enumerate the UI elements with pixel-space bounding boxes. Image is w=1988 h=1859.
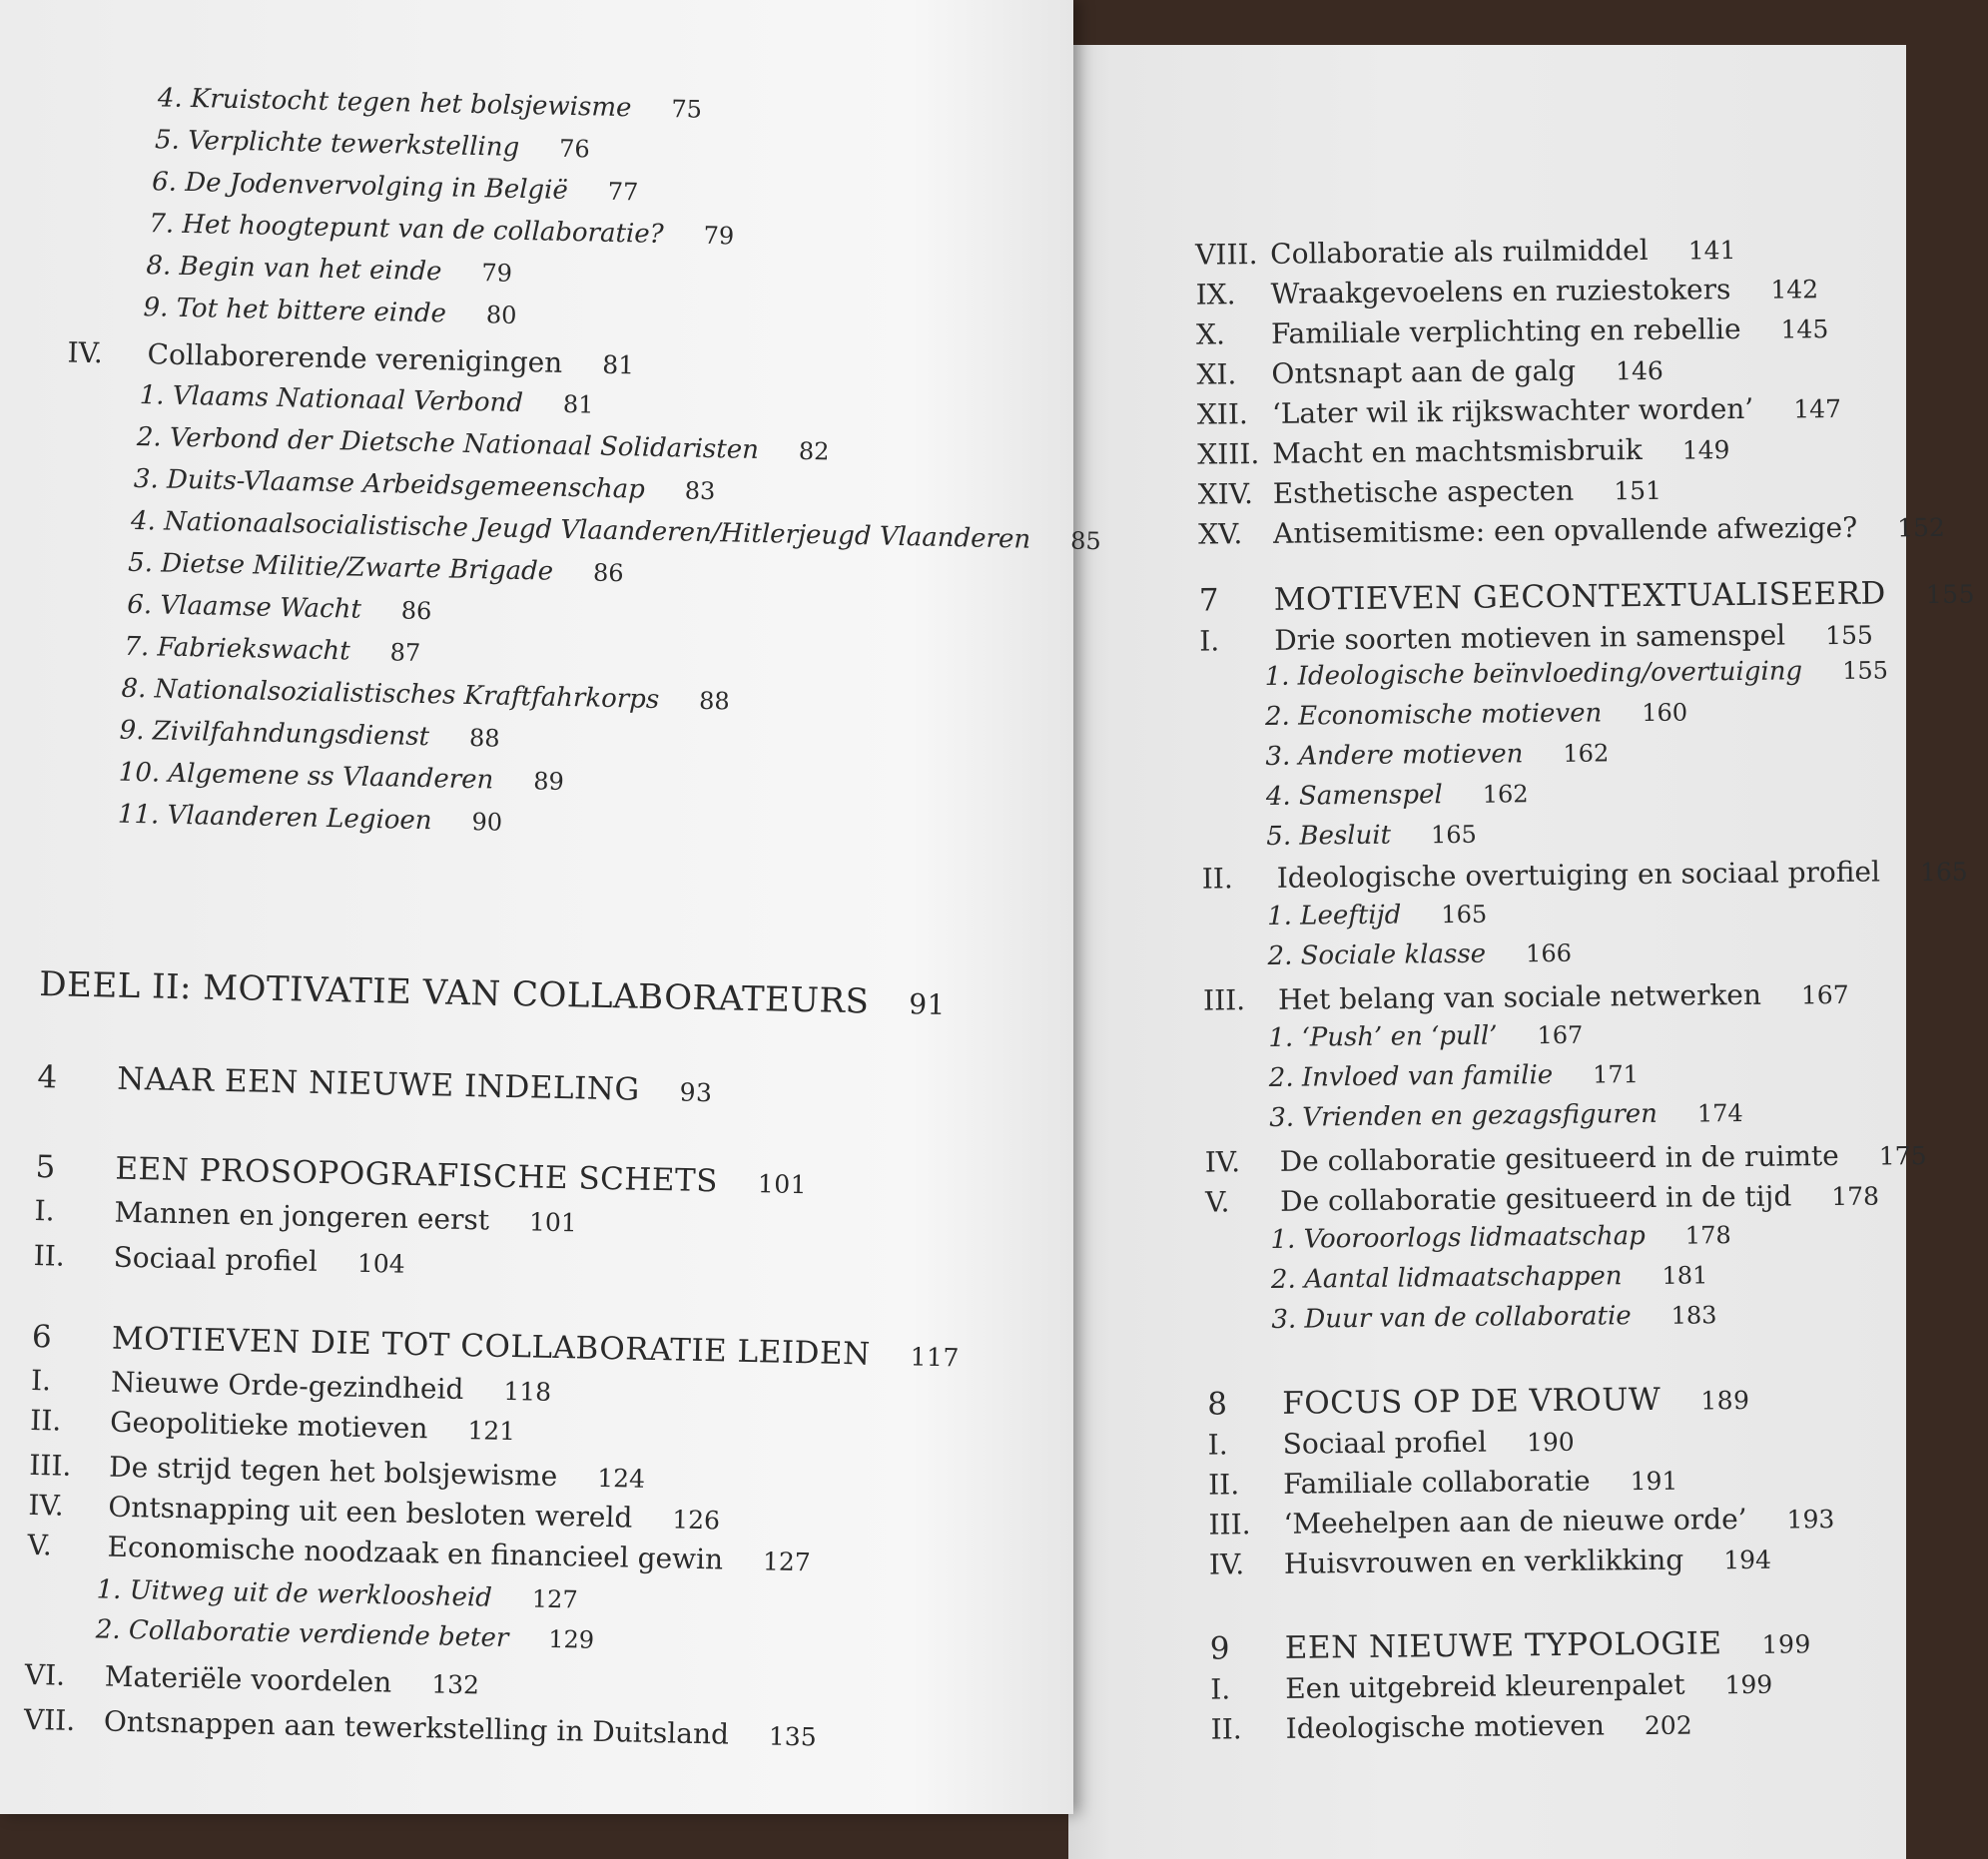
section-number: XIV.	[1197, 477, 1254, 511]
toc-entry-chapter	[37, 1059, 713, 1109]
toc-entry-sub	[128, 548, 624, 588]
section-number: XI.	[1196, 357, 1237, 391]
section-number: III.	[28, 1448, 72, 1483]
toc-entry-section	[25, 1658, 480, 1701]
entry-title: 1. Leeftijd	[1266, 900, 1402, 931]
page-number: 175	[1878, 1141, 1927, 1171]
page-number: 149	[1681, 435, 1730, 465]
toc-entry-sub	[96, 1614, 595, 1654]
entry-title: 1. Vooroorlogs lidmaatschap	[1270, 1221, 1647, 1255]
section-number: VIII.	[1195, 238, 1258, 272]
page-number: 76	[558, 134, 590, 164]
entry-title: Materiële voordelen	[104, 1659, 392, 1699]
entry-title: Wraakgevoelens en ruziestokers	[1270, 273, 1731, 310]
toc-entry-sub	[118, 800, 503, 838]
entry-title: De collaboratie gesitueerd in de ruimte	[1279, 1138, 1839, 1178]
toc-entry-sub	[119, 716, 499, 754]
toc-entry-sub	[96, 1574, 578, 1614]
entry-title: 7. Het hoogtepunt van de collaboratie?	[149, 209, 664, 250]
page-number: 132	[430, 1669, 480, 1700]
entry-title: 2. Invloed van familie	[1268, 1059, 1554, 1093]
page-number: 155	[1825, 620, 1874, 651]
toc-entry-section	[1195, 233, 1736, 272]
page-number: 193	[1786, 1505, 1835, 1535]
toc-entry-section	[1208, 1425, 1575, 1462]
toc-entry-section	[27, 1529, 811, 1577]
toc-entry-sub	[1269, 1059, 1639, 1093]
toc-entry-sub	[1266, 779, 1529, 812]
entry-title: Familiale verplichting en rebellie	[1270, 311, 1741, 350]
entry-title: Ideologische motieven	[1285, 1708, 1606, 1745]
toc-entry-sub	[1271, 1260, 1708, 1295]
entry-title: MOTIEVEN GECONTEXTUALISEERD	[1273, 575, 1886, 618]
entry-title: Macht en machtsmisbruik	[1272, 433, 1643, 470]
entry-title: NAAR EEN NIEUWE INDELING	[117, 1060, 641, 1108]
toc-entry-section	[29, 1449, 645, 1495]
page-number: 165	[1430, 820, 1477, 850]
page-number: 165	[1919, 857, 1968, 888]
entry-title: 2. Aantal lidmaatschappen	[1270, 1261, 1623, 1295]
page-number: 145	[1780, 314, 1829, 344]
entry-title: 5. Verplichte tewerkstelling	[154, 125, 520, 163]
toc-entry-sub	[127, 590, 432, 626]
entry-title: 9. Tot het bittere einde	[143, 293, 447, 329]
toc-entry-sub	[1266, 820, 1477, 852]
entry-title: Mannen en jongeren eerst	[114, 1195, 490, 1237]
entry-title: De collaboratie gesitueerd in de tijd	[1279, 1179, 1792, 1218]
toc-entry-section	[1203, 977, 1849, 1017]
toc-entry-sub	[143, 293, 516, 330]
entry-title: EEN NIEUWE TYPOLOGIE	[1284, 1625, 1722, 1666]
toc-entry-sub	[121, 674, 730, 717]
entry-title: Ontsnapping uit een besloten wereld	[108, 1490, 633, 1535]
toc-entry-section	[1195, 272, 1818, 311]
page-number: 83	[684, 476, 716, 506]
entry-title: 3. Vrienden en gezagsfiguren	[1269, 1098, 1658, 1133]
entry-title: 10. Algemene ss Vlaanderen	[118, 757, 494, 796]
page-number: 127	[531, 1584, 578, 1614]
page-number: 124	[596, 1463, 646, 1494]
page-number: 167	[1800, 979, 1849, 1010]
section-number: II.	[33, 1238, 66, 1273]
toc-entry-sub	[134, 464, 716, 506]
entry-title: 4. Kruistocht tegen het bolsjewisme	[157, 83, 632, 124]
page-number: 117	[910, 1342, 961, 1373]
entry-title: 9. Zivilfahndungsdienst	[119, 715, 430, 753]
section-number: I.	[1207, 1428, 1228, 1462]
entry-title: Ontsnappen aan tewerkstelling in Duitsland	[103, 1704, 730, 1751]
entry-title: 3. Duur van de collaboratie	[1271, 1301, 1632, 1335]
page-number: 88	[698, 686, 731, 716]
entry-title: 7. Fabriekswacht	[124, 631, 350, 667]
section-number: I.	[1199, 624, 1220, 658]
page-number: 146	[1615, 355, 1663, 386]
page-number: 90	[471, 808, 503, 837]
toc-entry-sub	[152, 167, 639, 207]
entry-title: Drie soorten motieven in samenspel	[1274, 618, 1786, 657]
section-number: VI.	[24, 1657, 66, 1692]
page-number: 101	[528, 1207, 578, 1238]
entry-title: 4. Nationaalsocialistische Jeugd Vlaanderen/Hitlerjeugd Vlaanderen	[130, 505, 1031, 555]
toc-entry-section	[1197, 391, 1841, 431]
toc-entry-sub	[146, 251, 512, 289]
page-number: 80	[485, 301, 517, 329]
toc-entry-sub	[1264, 655, 1888, 692]
entry-title: 3. Andere motieven	[1265, 739, 1524, 772]
page-number: 142	[1770, 275, 1819, 305]
entry-title: MOTIEVEN DIE TOT COLLABORATIE LEIDEN	[111, 1320, 872, 1373]
toc-entry-sub	[1269, 1098, 1743, 1133]
entry-title: Collaborerende verenigingen	[147, 337, 563, 379]
section-number: VII.	[23, 1702, 76, 1737]
section-number: II.	[1201, 862, 1233, 896]
page-number: 151	[1614, 475, 1662, 506]
entry-title: 2. Sociale klasse	[1267, 938, 1487, 971]
entry-title: De strijd tegen het bolsjewisme	[108, 1450, 558, 1494]
entry-title: EEN PROSOPOGRAFISCHE SCHETS	[115, 1150, 719, 1200]
toc-entry-sub	[158, 83, 703, 124]
section-number: III.	[1208, 1508, 1251, 1542]
entry-title: 5. Dietse Militie/Zwarte Brigade	[127, 547, 554, 587]
toc-entry-section	[28, 1489, 720, 1537]
entry-title: Antisemitisme: een opvallende afwezige?	[1272, 510, 1858, 550]
section-number: XIII.	[1197, 437, 1260, 471]
toc-entry-section	[1196, 353, 1663, 391]
toc-entry-sub	[1265, 738, 1609, 772]
page-number: 93	[679, 1077, 713, 1108]
toc-entry-sub	[149, 209, 734, 251]
toc-entry-section	[1210, 1667, 1772, 1706]
toc-entry-section	[1211, 1708, 1692, 1746]
page-number: 85	[1069, 526, 1101, 556]
section-number: V.	[27, 1528, 53, 1562]
page-number: 147	[1793, 393, 1842, 424]
toc-entry-section	[24, 1703, 817, 1753]
page-number: 152	[1896, 512, 1946, 543]
page-number: 89	[533, 767, 565, 796]
toc-entry-sub	[1267, 938, 1572, 971]
toc-entry-section	[67, 335, 634, 380]
page-number: 118	[503, 1376, 552, 1407]
toc-entry-section	[1198, 473, 1662, 511]
toc-entry-sub	[1268, 1020, 1583, 1053]
page-number: 162	[1563, 739, 1610, 768]
page-number: 104	[356, 1248, 405, 1279]
entry-title: 6. De Jodenvervolging in België	[151, 167, 569, 206]
page-number: 82	[798, 436, 830, 466]
toc-entry-sub	[1267, 900, 1487, 931]
toc-entry-sub	[1265, 698, 1687, 732]
toc-entry-section	[33, 1239, 405, 1280]
page-number: 81	[601, 349, 635, 380]
section-number: V.	[1204, 1185, 1230, 1219]
page-number: 87	[389, 638, 421, 667]
entry-title: 6. Vlaamse Wacht	[127, 589, 362, 625]
page-number: 141	[1687, 236, 1736, 266]
toc-entry-sub	[131, 506, 1101, 556]
entry-title: 1. ‘Push’ en ‘pull’	[1268, 1020, 1498, 1053]
toc-entry-section	[1205, 1138, 1927, 1179]
page-number: 127	[762, 1547, 812, 1577]
page-number: 199	[1761, 1629, 1811, 1659]
section-number: I.	[1210, 1672, 1231, 1706]
toc-entry-section	[1198, 510, 1945, 551]
section-number: IV.	[28, 1488, 65, 1523]
right-page	[1068, 45, 1976, 1859]
entry-title: Economische noodzaak en financieel gewin	[107, 1530, 724, 1576]
toc-entry-chapter	[1199, 575, 1976, 619]
entry-title: 8. Begin van het einde	[146, 251, 442, 288]
page-number: 129	[548, 1624, 595, 1654]
entry-title: 5. Besluit	[1266, 820, 1392, 852]
chapter-number: 6	[31, 1318, 53, 1356]
toc-entry-sub	[155, 125, 590, 164]
entry-title: 2. Economische motieven	[1264, 698, 1603, 732]
section-number: IV.	[1204, 1145, 1241, 1179]
entry-title: 1. Vlaams Nationaal Verbond	[139, 380, 524, 419]
entry-title: 2. Verbond der Dietsche Nationaal Solidaristen	[136, 421, 760, 466]
entry-title: 2. Collaboratie verdiende beter	[95, 1614, 509, 1654]
entry-title: Een uitgebreid kleurenpalet	[1285, 1667, 1685, 1705]
page-number: 155	[1925, 579, 1976, 610]
entry-title: Huisvrouwen en verklikking	[1283, 1543, 1684, 1580]
section-number: IX.	[1195, 278, 1236, 311]
toc-entry-sub	[119, 758, 565, 797]
page-number: 77	[607, 177, 639, 207]
chapter-number: 8	[1207, 1386, 1228, 1423]
entry-title: DEEL II: MOTIVATIE VAN COLLABORATEURS	[38, 964, 870, 1022]
page-number: 135	[768, 1721, 817, 1752]
toc-entry-section	[30, 1404, 516, 1447]
section-number: X.	[1195, 317, 1226, 351]
page-number: 165	[1441, 900, 1488, 930]
toc-entry-chapter	[1210, 1624, 1811, 1666]
entry-title: ‘Meehelpen aan de nieuwe orde’	[1283, 1502, 1747, 1541]
section-number: XII.	[1196, 397, 1249, 431]
page-number: 86	[592, 558, 624, 588]
toc-entry-sub	[1270, 1220, 1730, 1255]
toc-entry-sub	[1271, 1300, 1716, 1335]
toc-entry-section	[1197, 432, 1729, 471]
page-number: 79	[481, 259, 513, 288]
page-number: 166	[1525, 938, 1573, 968]
section-number: IV.	[1208, 1548, 1245, 1581]
chapter-number: 7	[1198, 582, 1220, 619]
entry-title: 1. Ideologische beïnvloeding/overtuiging	[1264, 656, 1803, 692]
page-number: 81	[562, 389, 594, 419]
section-number: IV.	[67, 335, 104, 370]
toc-entry-section	[1209, 1543, 1771, 1581]
page-number: 91	[908, 987, 947, 1022]
entry-title: Collaboratie als ruilmiddel	[1270, 233, 1649, 271]
entry-title: ‘Later wil ik rijkswachter worden’	[1271, 391, 1754, 430]
toc-entry-part	[39, 964, 946, 1023]
chapter-number: 9	[1209, 1630, 1231, 1667]
entry-title: Sociaal profiel	[1282, 1425, 1488, 1461]
page-number: 171	[1593, 1060, 1640, 1089]
toc-entry-section	[31, 1364, 552, 1408]
page-number: 174	[1696, 1098, 1743, 1128]
page-number: 86	[400, 596, 432, 626]
chapter-number: 5	[35, 1149, 57, 1186]
toc-entry-section	[1208, 1464, 1678, 1502]
section-number: III.	[1202, 983, 1246, 1017]
section-number: I.	[30, 1363, 52, 1398]
toc-entry-sub	[139, 380, 593, 420]
page-number: 162	[1482, 780, 1529, 809]
entry-title: 8. Nationalsozialistisches Kraftfahrkorps	[121, 673, 660, 715]
section-number: XV.	[1197, 517, 1243, 551]
toc-entry-sub	[124, 632, 420, 668]
page-number: 190	[1526, 1427, 1575, 1458]
page-number: 121	[467, 1416, 516, 1447]
page-number: 167	[1537, 1020, 1584, 1050]
page-number: 181	[1661, 1261, 1708, 1290]
page-number: 202	[1644, 1710, 1692, 1741]
entry-title: Ideologische overtuiging en sociaal profiel	[1276, 855, 1881, 895]
page-number: 79	[703, 221, 735, 251]
entry-title: 3. Duits-Vlaamse Arbeidsgemeenschap	[133, 463, 646, 505]
section-number: II.	[1207, 1468, 1240, 1502]
page-number: 191	[1630, 1466, 1678, 1497]
toc-entry-section	[1205, 1179, 1879, 1219]
page-number: 126	[671, 1505, 721, 1536]
toc-entry-chapter	[1207, 1381, 1750, 1423]
toc-entry-section	[1199, 618, 1873, 658]
page-number: 178	[1831, 1181, 1880, 1212]
page-number: 88	[468, 724, 500, 753]
page-number: 101	[757, 1169, 808, 1200]
chapter-number: 4	[37, 1059, 59, 1096]
section-number: II.	[1210, 1712, 1242, 1746]
toc-entry-section	[1202, 855, 1968, 896]
section-number: II.	[29, 1403, 62, 1438]
entry-title: Ontsnapt aan de galg	[1271, 353, 1577, 390]
entry-title: Familiale collaboratie	[1282, 1464, 1591, 1501]
section-number: I.	[34, 1193, 55, 1228]
page-number: 178	[1684, 1221, 1731, 1250]
entry-title: Sociaal profiel	[113, 1240, 319, 1278]
entry-title: 1. Uitweg uit de werkloosheid	[96, 1574, 493, 1613]
toc-entry-section	[1196, 311, 1829, 351]
entry-title: 11. Vlaanderen Legioen	[117, 799, 432, 837]
page-number: 155	[1841, 656, 1889, 685]
entry-title: FOCUS OP DE VROUW	[1282, 1381, 1661, 1422]
page-number: 160	[1642, 698, 1688, 728]
entry-title: 4. Samenspel	[1265, 780, 1443, 812]
toc-entry-sub	[137, 422, 830, 467]
entry-title: Het belang van sociale netwerken	[1277, 977, 1762, 1016]
toc-entry-chapter	[35, 1149, 807, 1201]
page-number: 75	[671, 95, 703, 124]
page-number: 189	[1700, 1385, 1750, 1416]
page-number: 199	[1724, 1669, 1773, 1700]
toc-entry-section	[1208, 1502, 1834, 1542]
page-number: 194	[1723, 1545, 1772, 1575]
toc-entry-section	[34, 1194, 577, 1238]
page-number: 183	[1670, 1301, 1717, 1330]
entry-title: Nieuwe Orde-gezindheid	[110, 1365, 464, 1407]
right-toc	[1068, 36, 1976, 1814]
entry-title: Geopolitieke motieven	[109, 1405, 428, 1446]
entry-title: Esthetische aspecten	[1272, 473, 1575, 510]
